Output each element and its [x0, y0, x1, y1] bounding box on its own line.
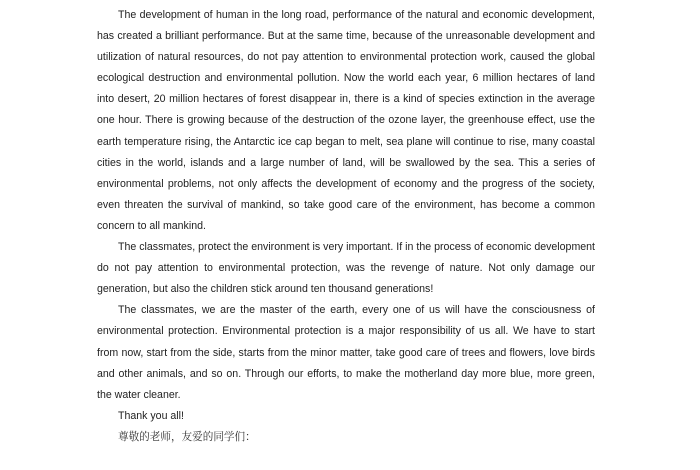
chinese-greeting: 尊敬的老师，友爱的同学们：: [118, 430, 256, 443]
paragraph-environmental-crisis: The development of human in the long road, performance of the natural and economic development, has created a brilliant performance. But at the same time, because of the unreasonable development and utilization of natural resources, do not pay attention to environmental protection work, caused the global ecological destruction and environmental pollution. Now the world each year, 6 million hectares of land into desert, 20 million hectares of forest disappear in, there is a kind of species extinction in the average one hour. There is growing because of the destruction of the ozone layer, the greenhouse effect, use the earth temperature rising, the Antarctic ice cap began to melt, sea plane will continue to rise, many coastal cities in the world, islands and a large number of land, will be swallowed by the sea. This a series of environmental problems, not only affects the development of economy and the progress of the society, even threaten the survival of mankind, so take good care of the environment, has become a common concern to all mankind.: [97, 9, 595, 232]
speech-text-body: [97, 5, 595, 448]
paragraph-masters-of-earth: The classmates, we are the master of the earth, every one of us will have the consciousness of environmental protection. Environmental protection is a major responsibility of us all. We have to start from now, start from the side, starts from the minor matter, take good care of trees and flowers, love birds and other animals, and so on. Through our efforts, to make the motherland day more blue, more green, the water cleaner.: [97, 304, 595, 401]
paragraph-protect-environment: The classmates, protect the environment is very important. If in the process of economic development do not pay attention to environmental protection, was the revenge of nature. Not only damage our generation, but also the children stick around ten thousand generations!: [97, 241, 595, 296]
closing-thanks: Thank you all!: [118, 409, 184, 422]
